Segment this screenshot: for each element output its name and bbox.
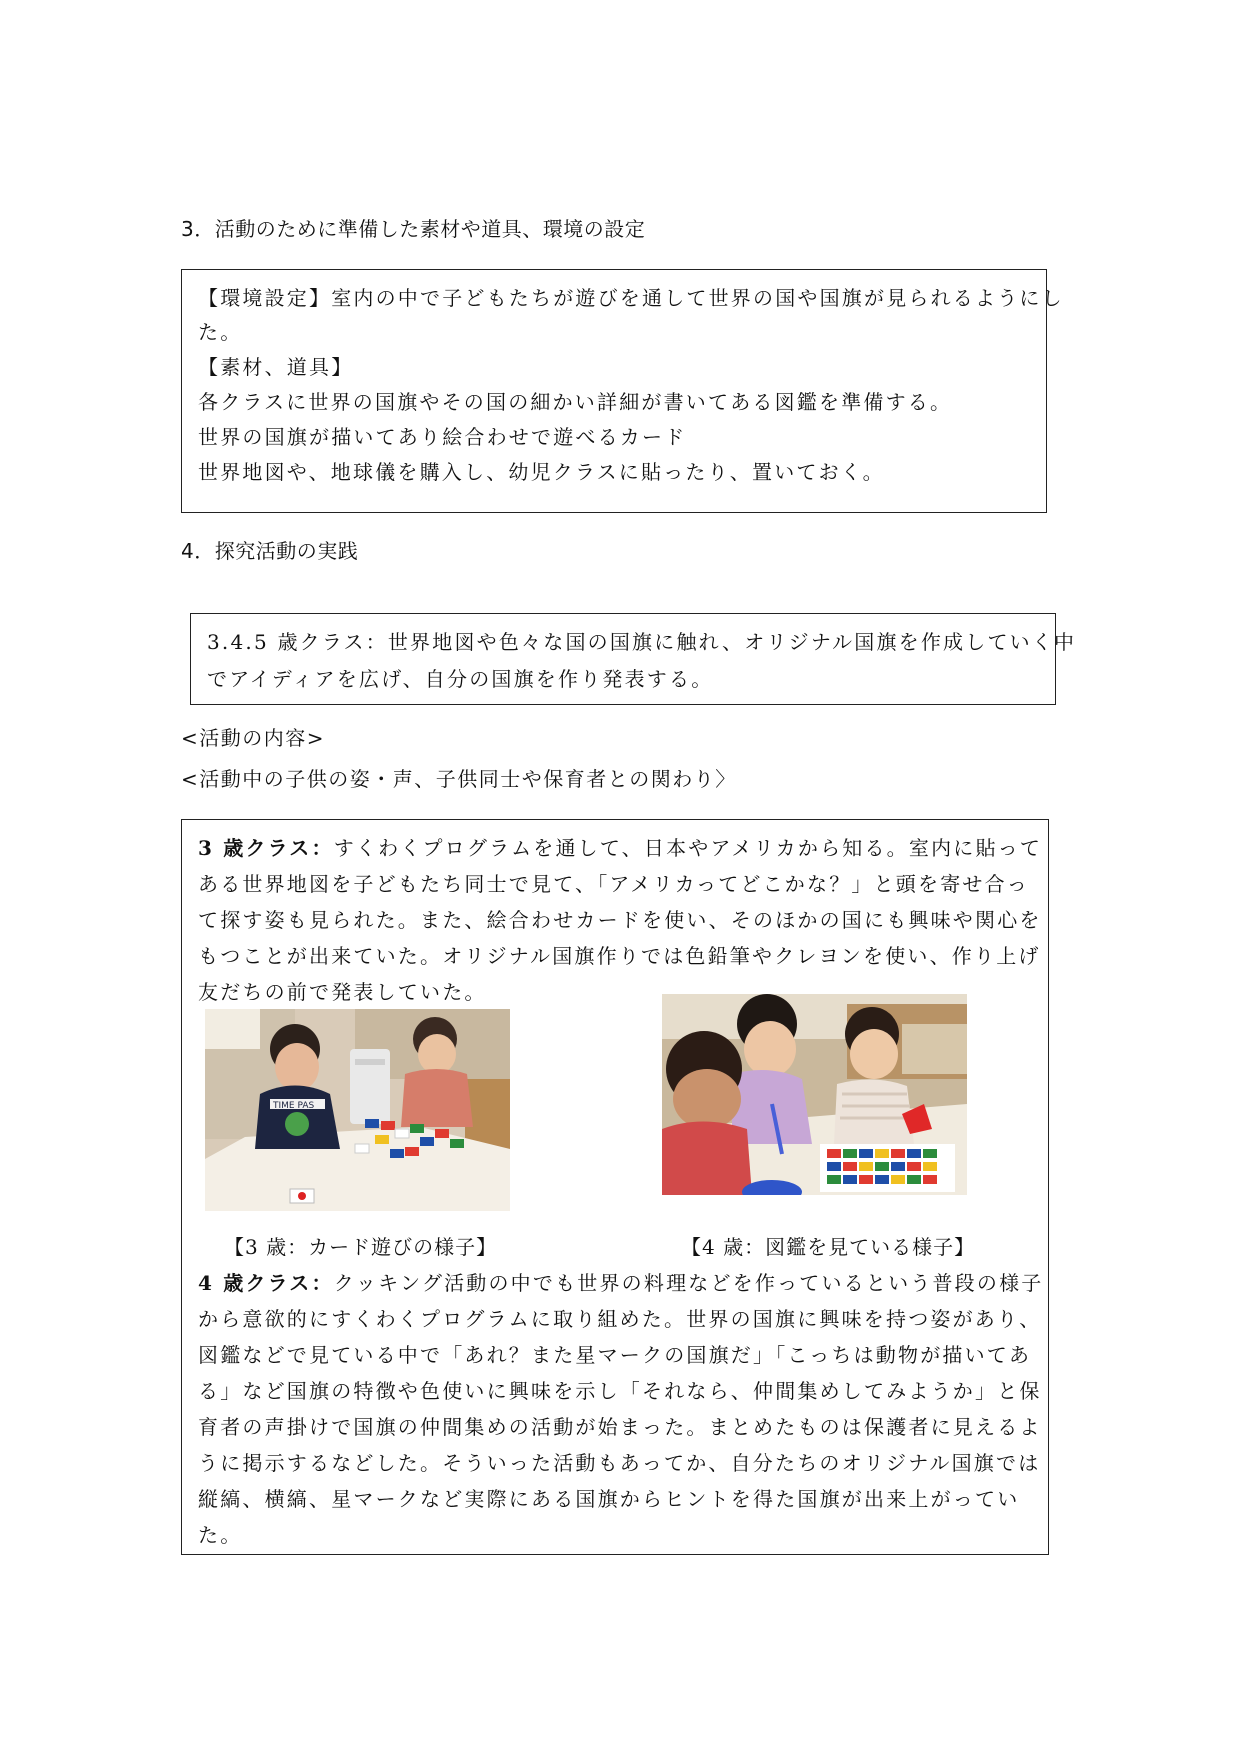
content-heading: <活動の内容> (181, 726, 326, 750)
class4-line: から意欲的にすくわくプログラムに取り組めた。世界の国旗に興味を持つ姿があり、 (198, 1307, 1042, 1331)
goal-line: 3.4.5 歳クラス：世界地図や色々な国の国旗に触れ、オリジナル国旗を作成していく中 (207, 630, 1077, 654)
photo-picture-book (662, 994, 967, 1195)
section3-heading: 3．活動のために準備した素材や道具、環境の設定 (181, 217, 646, 241)
report-box (181, 819, 1049, 1555)
class3-label: 3 歳クラス： (198, 836, 334, 860)
section3-line: 【素材、道具】 (198, 355, 354, 379)
section3-line: 世界地図や、地球儀を購入し、幼児クラスに貼ったり、置いておく。 (198, 460, 885, 484)
children-heading: <活動中の子供の姿・声、子供同士や保育者との関わり〉 (181, 767, 737, 791)
section3-line: 各クラスに世界の国旗やその国の細かい詳細が書いてある図鑑を準備する。 (198, 390, 953, 414)
photo2-caption: 【4 歳：図鑑を見ている様子】 (681, 1235, 976, 1259)
photo1-caption: 【3 歳：カード遊びの様子】 (224, 1235, 498, 1259)
class4-line: 図鑑などで見ている中で「あれ？また星マークの国旗だ」「こっちは動物が描いてあ (198, 1343, 1032, 1367)
goal-box (190, 613, 1077, 705)
class4-line: 4 歳クラス：クッキング活動の中でも世界の料理などを作っているという普段の様子 (198, 1271, 1044, 1295)
section3-line: 世界の国旗が描いてあり絵合わせで遊べるカード (198, 425, 687, 449)
class4-line: る」など国旗の特徴や色使いに興味を示し「それなら、仲間集めしてみようか」と保 (198, 1379, 1042, 1403)
class3-line: もつことが出来ていた。オリジナル国旗作りでは色鉛筆やクレヨンを使い、作り上げ (198, 944, 1041, 968)
class4-line: うに掲示するなどした。そういった活動もあってか、自分たちのオリジナル国旗では (198, 1451, 1041, 1475)
class3-line: 3 歳クラス：すくわくプログラムを通して、日本やアメリカから知る。室内に貼って (198, 836, 1043, 860)
section4-heading: 4．探究活動の実践 (181, 539, 359, 563)
section3-line: た。 (198, 320, 243, 344)
shirt-text: TIME PAS (273, 1101, 315, 1111)
class4-line: た。 (198, 1523, 243, 1547)
class4-line: 縦縞、横縞、星マークなど実際にある国旗からヒントを得た国旗が出来上がってい (198, 1487, 1020, 1511)
section3-box (181, 269, 1064, 513)
photo-card-game (205, 1009, 510, 1211)
class4-line: 育者の声掛けで国旗の仲間集めの活動が始まった。まとめたものは保護者に見えるよ (198, 1415, 1042, 1439)
class4-label: 4 歳クラス： (198, 1271, 334, 1295)
class3-line: 友だちの前で発表していた。 (198, 980, 487, 1004)
section3-line: 【環境設定】室内の中で子どもたちが遊びを通して世界の国や国旗が見られるようにし (198, 286, 1064, 310)
class3-line: て探す姿も見られた。また、絵合わせカードを使い、そのほかの国にも興味や関心を (198, 908, 1042, 932)
goal-line: でアイディアを広げ、自分の国旗を作り発表する。 (207, 667, 714, 691)
class3-line: ある世界地図を子どもたち同士で見て、「アメリカってどこかな？」と頭を寄せ合っ (198, 872, 1029, 896)
